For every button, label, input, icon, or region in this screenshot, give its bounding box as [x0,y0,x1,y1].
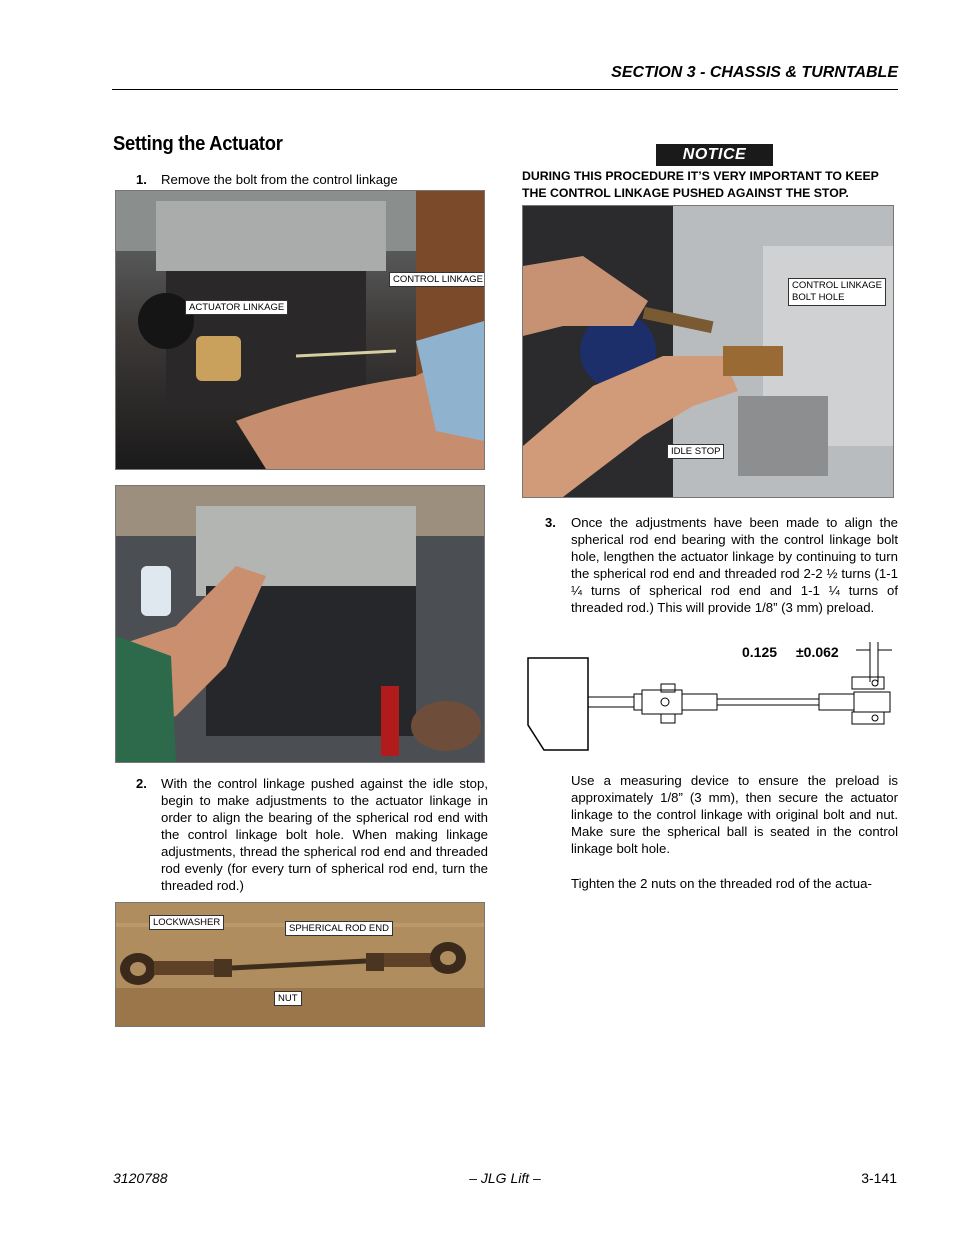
photo-label: NUT [274,991,302,1006]
dimension-value: 0.125 [742,644,778,660]
rod-assembly-photo [115,902,485,1027]
notice-text: DURING THIS PROCEDURE IT’S VERY IMPORTANT TO KEEP THE CONTROL LINKAGE PUSHED AGAINST THE STOP. [522,169,879,200]
preload-diagram [522,640,898,755]
label-line: BOLT HOLE [792,292,845,303]
step-2 [136,775,147,792]
photo-label: SPHERICAL ROD END [285,921,393,936]
linkage-adjust-photo [522,205,894,498]
photo-label: CONTROL LINKAGE [389,272,485,287]
photo-label [788,278,886,306]
step-number: 2. [136,776,147,791]
step-3 [545,514,556,531]
step-2-text: With the control linkage pushed against the idle stop, begin to make adjustments to the actuator linkage in order to align the bearing of the spherical rod end with the control linkage bolt hole. When making linkage adjustments, thread the spherical rod end and threaded rod evenly (for every turn of spherical rod end, turn the threaded rod.) [161,776,488,893]
photo-label: IDLE STOP [667,444,724,459]
photo-label: ACTUATOR LINKAGE [185,300,288,315]
photo-label: LOCKWASHER [149,915,224,930]
step-number: 3. [545,515,556,530]
notice-badge: NOTICE [656,144,773,166]
page-number: 3-141 [861,1170,897,1186]
measure-paragraph: Use a measuring device to ensure the preload is approximately 1/8” (3 mm), then secure the actuator linkage to the control linkage with original bolt and nut. Make sure the spherical ball is seated in the control linkage bolt hole. [571,773,898,856]
header-divider [112,89,898,90]
label-line: CONTROL LINKAGE [792,280,882,291]
doc-number: 3120788 [113,1170,168,1186]
step-3-text: Once the adjustments have been made to align the spherical rod end bearing with the control linkage bolt hole, lengthen the actuator linkage by continuing to turn the spherical rod end and threaded rod 2-2 ½ turns (1-1 ¼ turns of spherical rod end and 1-1 ¼ turns of threaded rod.) This will provide 1/8” (3 mm) preload. [571,515,898,615]
step-number: 1. [136,172,147,187]
step-1 [136,171,147,188]
engine-photo-2 [115,485,485,763]
tighten-paragraph: Tighten the 2 nuts on the threaded rod of the actua- [571,876,872,891]
step-1-text: Remove the bolt from the control linkage [161,172,398,187]
tolerance-value: ±0.062 [796,644,839,660]
page-heading: Setting the Actuator [113,133,283,155]
engine-photo-1 [115,190,485,470]
footer-center: – JLG Lift – [469,1170,541,1186]
section-title: SECTION 3 - CHASSIS & TURNTABLE [611,64,898,81]
